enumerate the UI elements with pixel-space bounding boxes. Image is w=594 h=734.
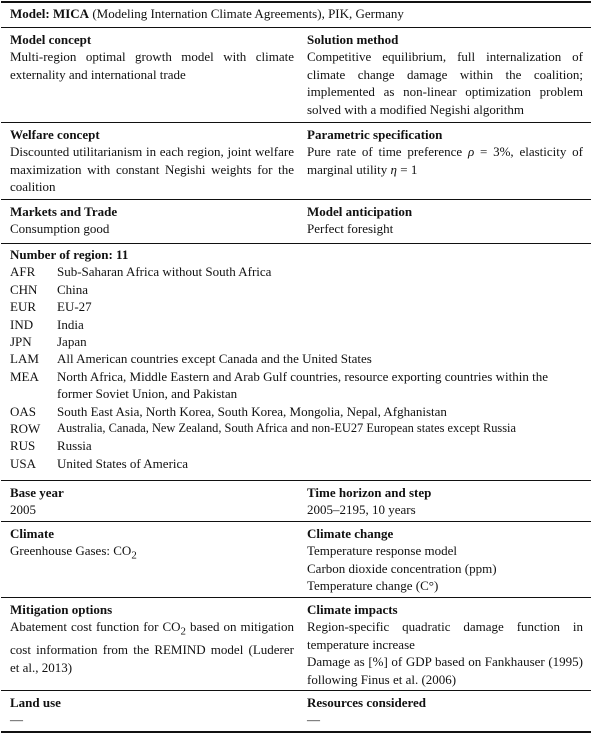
region-row: [10, 333, 584, 350]
time-horizon-heading: Time horizon and step: [307, 485, 432, 500]
region-row: [10, 263, 584, 280]
region-row: [10, 298, 584, 315]
land-use-cell: [10, 694, 294, 729]
climate-text: [10, 542, 294, 565]
solution-method-text: Competitive equilibrium, full internalization of climate change damage within the coalition; implemented as non-linear optimization problem solved with a modified Negishi algorithm: [307, 49, 583, 117]
region-row: [10, 350, 584, 367]
model-spec-table: [1, 0, 591, 733]
region-code: ROW: [10, 421, 41, 437]
welfare-concept-text: Discounted utilitarianism in each region, joint welfare maximization with constant Negishi weights for the coalition: [10, 144, 294, 195]
eta-symbol: η: [390, 161, 397, 177]
impacts-text: Region-specific quadratic damage function in temperature increase: [307, 619, 583, 652]
region-name: Japan: [57, 334, 87, 350]
climate-cell: [10, 525, 294, 565]
parametric-text-part: Pure rate of time preference: [307, 144, 468, 160]
region-name: Russia: [57, 438, 92, 454]
region-name: India: [57, 316, 84, 332]
welfare-concept-cell: [10, 126, 294, 196]
region-row: [10, 455, 584, 472]
rule: [1, 480, 591, 481]
climate-change-line: Temperature change (C°): [307, 578, 439, 594]
model-title: [10, 5, 584, 22]
climate-gases: Greenhouse Gases: CO: [10, 543, 132, 559]
markets-heading: Markets and Trade: [10, 204, 118, 219]
model-concept-cell: [10, 31, 294, 83]
region-name: South East Asia, North Korea, South Korea, Mongolia, Nepal, Afghanistan: [57, 403, 447, 419]
mitigation-text-part: Abatement cost function for CO: [10, 619, 181, 635]
resources-heading: Resources considered: [307, 695, 427, 710]
region-name: Australia, Canada, New Zealand, South Africa and non-EU27 European states except Russia: [57, 421, 517, 436]
time-horizon-text: 2005–2195, 10 years: [307, 502, 416, 518]
markets-text: Consumption good: [10, 221, 110, 237]
land-use-text: —: [10, 712, 23, 728]
region-row: [10, 420, 584, 437]
regions-cell: [10, 246, 584, 472]
rule: [1, 243, 591, 244]
region-name: North Africa, Middle Eastern and Arab Gulf countries, resource exporting countries within the former Soviet Union, and Pakistan: [57, 368, 548, 402]
rule: [1, 122, 591, 123]
climate-change-line: Temperature response model: [307, 543, 457, 559]
mitigation-heading: Mitigation options: [10, 602, 113, 617]
climate-heading: Climate: [10, 526, 55, 541]
rule: [1, 199, 591, 200]
bottom-rule: [1, 731, 591, 733]
anticipation-text: Perfect foresight: [307, 221, 394, 237]
welfare-concept-heading: Welfare concept: [10, 127, 100, 142]
rho-symbol: ρ: [467, 144, 475, 160]
region-row: [10, 316, 584, 333]
parametric-text-part: = 3%, elasticity of marginal utility: [307, 144, 583, 177]
region-code: RUS: [10, 438, 36, 454]
impacts-cell: [307, 601, 583, 688]
rule: [1, 597, 591, 598]
impacts-text: Damage as [%] of GDP based on Fankhauser (1995) following Finus et al. (2006): [307, 654, 583, 687]
model-name: Model: MICA: [10, 6, 90, 21]
subscript: 2: [180, 626, 186, 638]
base-year-cell: [10, 484, 294, 519]
base-year-text: 2005: [10, 502, 36, 518]
solution-method-cell: [307, 31, 583, 118]
region-name: United States of America: [57, 455, 189, 471]
region-name: Sub-Saharan Africa without South Africa: [57, 264, 272, 280]
resources-cell: [307, 694, 583, 729]
parametric-cell: [307, 126, 583, 178]
region-code: JPN: [10, 334, 32, 350]
region-name: All American countries except Canada and the United States: [57, 351, 372, 367]
region-row: [10, 368, 584, 403]
model-concept-heading: Model concept: [10, 32, 92, 47]
resources-text: —: [307, 712, 320, 728]
solution-method-heading: Solution method: [307, 32, 399, 47]
mitigation-text-part: based on mitigation cost information from the REMIND model (Luderer et al., 2013): [10, 619, 294, 675]
climate-change-line: Carbon dioxide concentration (ppm): [307, 560, 497, 576]
subscript: 2: [131, 550, 137, 562]
markets-cell: [10, 203, 294, 238]
parametric-text: [307, 143, 583, 178]
region-row: [10, 437, 584, 454]
mitigation-text: [10, 618, 294, 676]
mitigation-cell: [10, 601, 294, 676]
region-code: LAM: [10, 351, 39, 367]
top-rule: [1, 1, 591, 3]
impacts-heading: Climate impacts: [307, 602, 398, 617]
climate-change-heading: Climate change: [307, 526, 394, 541]
region-code: AFR: [10, 264, 36, 280]
parametric-text-part: = 1: [396, 161, 418, 177]
rule: [1, 27, 591, 28]
region-name: EU-27: [57, 299, 92, 315]
land-use-heading: Land use: [10, 695, 61, 710]
region-code: MEA: [10, 368, 39, 384]
rule: [1, 521, 591, 522]
region-name: China: [57, 281, 89, 297]
base-year-heading: Base year: [10, 485, 64, 500]
anticipation-heading: Model anticipation: [307, 204, 413, 219]
region-code: CHN: [10, 281, 38, 297]
region-code: IND: [10, 316, 34, 332]
climate-change-cell: [307, 525, 583, 595]
region-row: [10, 281, 584, 298]
model-concept-text: Multi-region optimal growth model with climate externality and international trade: [10, 49, 294, 82]
rule: [1, 690, 591, 691]
region-code: USA: [10, 455, 37, 471]
anticipation-cell: [307, 203, 583, 238]
regions-heading: Number of region: 11: [10, 247, 129, 262]
region-code: EUR: [10, 299, 36, 315]
model-description: (Modeling Internation Climate Agreements), PIK, Germany: [89, 6, 404, 21]
region-row: [10, 403, 584, 420]
parametric-heading: Parametric specification: [307, 127, 443, 142]
time-horizon-cell: [307, 484, 583, 519]
region-code: OAS: [10, 403, 37, 419]
